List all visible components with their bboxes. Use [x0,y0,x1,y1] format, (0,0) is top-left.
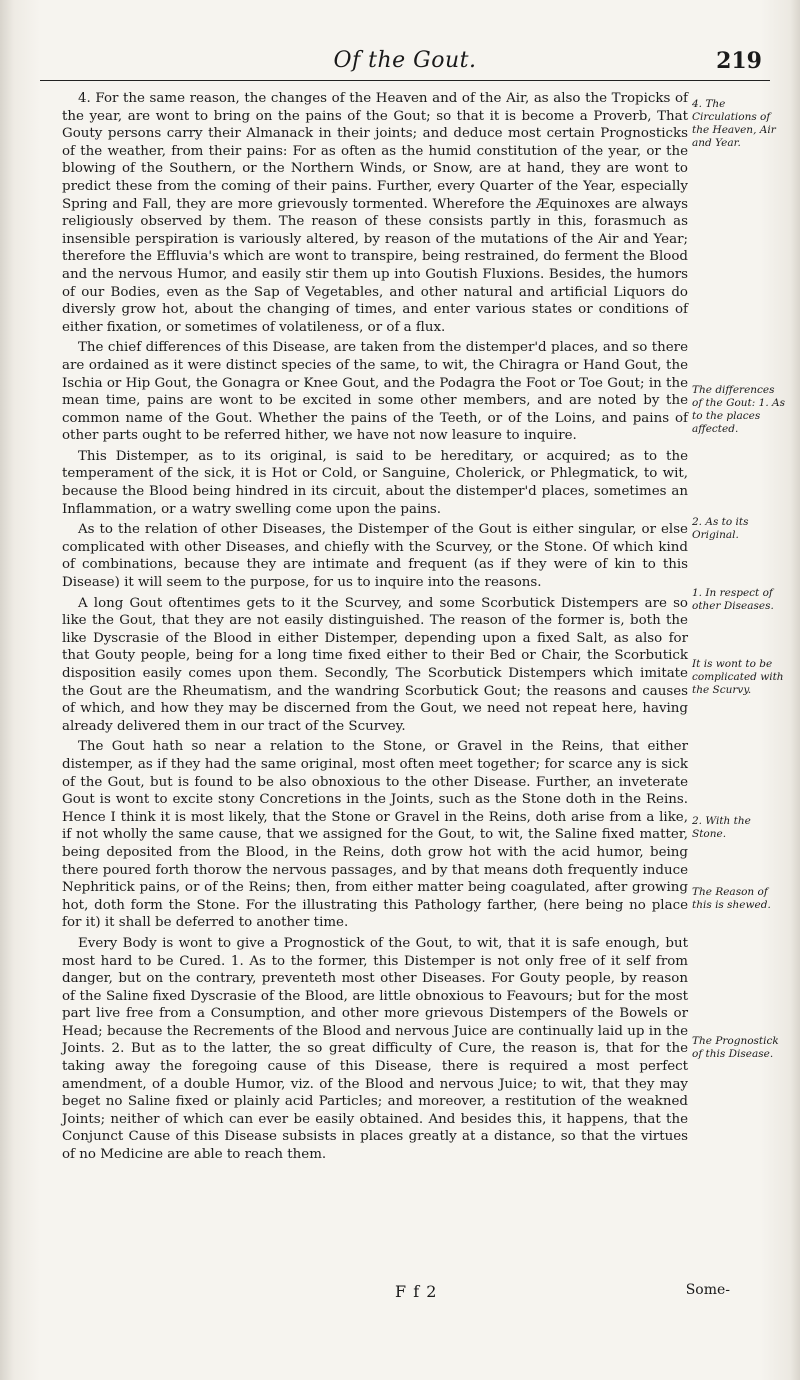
margin-note-circulations: 4. The Circulations of the Heaven, Air and Year. [692,98,776,149]
paragraph-prognostick: Every Body is wont to give a Prognostick of the Gout, to wit, that it is safe enough, but most hard to be Cured. 1. As to the former, this Distemper is not only free of it self from danger, but on the contrary, preventeth most other Diseases. For Gouty people, by reason of the Saline fixed Dyscrasie of the Blood, are little obnoxious to Feavours; but for the most part live free from a Consumption, and other more grievous Distempers of the Bowels or Head; because the Recrements of the Blood and nervous Juice are continually laid up in the Joints. 2. But as to the latter, the so great difficulty of Cure, the reason is, that for the taking away the foregoing cause of this Disease, there is required a most perfect amendment, of a double Humor, viz. of the Blood and nervous Juice; to wit, that they may beget no Saline fixed or plainly acid Particles; and moreover, a restitution of the weakned Joints; neither of which can ever be easily obtained. And besides this, it happens, that the Conjunct Cause of this Disease subsists in places greatly at a distance, so that the virtues of no Medicine are able to reach them. [62,935,688,1163]
page-number: 219 [716,48,762,74]
page-header [40,40,770,81]
margin-note-reason: The Reason of this is shewed. [692,886,771,911]
paragraph-original: This Distemper, as to its original, is said to be hereditary, or acquired; as to the temperament of the sick, it is Hot or Cold, or Sanguine, Cholerick, or Phlegmatick, to wit, because the Blood being hindred in its circuit, about the distemper'd places, sometimes an Inflammation, or a watry swelling come upon the pains. [62,448,688,517]
paragraph-differences: The chief differences of this Disease, are taken from the distemper'd places, and so there are ordained as it were distinct species of the same, to wit, the Chiragra or Hand Gout, the Ischia or Hip Gout, the Gonagra or Knee Gout, and the Podagra the Foot or Toe Gout; in the mean time, pains are wont to be excited in some other members, and are noted by the common name of the Gout. Whether the pains of the Teeth, or of the Loins, and pains of other parts ought to be referred hither, we have not now leasure to inquire. [62,340,688,444]
margin-note-differences: The differences of the Gout: 1. As to the places affected. [692,384,785,435]
catchword: Some- [685,1282,730,1298]
paragraph-scurvey: A long Gout oftentimes gets to it the Scurvey, and some Scorbutick Distempers are so like the Gout, that they are not easily distinguished. The reason of the former is, both the like Dyscrasie of the Blood in either Distemper, depending upon a fixed Salt, as also for that Gouty people, being for a long time fixed either to their Bed or Chair, the Scorbutick disposition easily comes upon them. Secondly, The Scorbutick Distempers which imitate the Gout are the Rheumatism, and the wandring Scorbutick Gout; the reasons and causes of which, and how they may be discerned from the Gout, we need not repeat here, having already delivered them in our tract of the Scurvey. [62,595,688,734]
margin-note-original: 2. As to its Original. [692,516,749,541]
paragraph-other-diseases: As to the relation of other Diseases, the Distemper of the Gout is either singular, or else complicated with other Diseases, and chiefly with the Scurvey, or the Stone. Of which kind of combinations, because they are intimate and frequent (as if they were of kin to this Disease) it will seem to the purpose, for us to inquire into the reasons. [62,522,688,591]
signature-mark: F f 2 [395,1282,438,1301]
margin-note-prognostick: The Prognostick of this Disease. [692,1035,779,1060]
body-text [62,90,688,1167]
margin-note-stone: 2. With the Stone. [692,815,751,840]
margin-note-other-diseases: 1. In respect of other Diseases. [692,587,774,612]
margin-note-scurvy: It is wont to be complicated with the Scurvy. [692,658,784,696]
paragraph-circulations: 4. For the same reason, the changes of the Heaven and of the Air, as also the Tropicks of the year, are wont to bring on the pains of the Gout; so that it is become a Proverb, That Gouty persons carry their Almanack in their joints; and deduce most certain Prognosticks of the weather, from their pains: For as often as the humid constitution of the year, or the blowing of the Southern, or the Northern Winds, or Snow, are at hand, they are wont to predict these from the coming of their pains. Further, every Quarter of the Year, especially Spring and Fall, they are more grievously tormented. Wherefore the Æquinoxes are always religiously observed by them. The reason of these consists partly in this, forasmuch as insensible perspiration is variously altered, by reason of the mutations of the Air and Year; therefore the Effluvia's which are wont to transpire, being restrained, do ferment the Blood and the nervous Humor, and easily stir them up into Goutish Fluxions. Besides, the humors of our Bodies, even as the Sap of Vegetables, and other natural and artificial Liquors do diversly grow hot, about the changing of times, and enter various states or conditions of either fixation, or sometimes of volatileness, or of a flux. [62,91,688,335]
paragraph-stone: The Gout hath so near a relation to the Stone, or Gravel in the Reins, that either distemper, as if they had the same original, most often meet together; for scarce any is sick of the Gout, but is found to be also obnoxious to the other Disease. Further, an inveterate Gout is wont to excite stony Concretions in the Joints, such as the Stone doth in the Reins. Hence I think it is most likely, that the Stone or Gravel in the Reins, doth arise from a like, if not wholly the same cause, that we assigned for the Gout, to wit, the Saline fixed matter, being deposited from the Blood, in the Reins, doth grow hot with the acid humor, being there poured forth thorow the nervous passages, and by that means doth frequently induce Nephritick pains, or of the Reins; then, from either matter being coagulated, after growing hot, doth form the Stone. For the illustrating this Pathology farther, (here being no place for it) it shall be deferred to another time. [62,739,688,931]
running-head: Of the Gout. [333,48,477,73]
page-footer [40,1282,770,1312]
